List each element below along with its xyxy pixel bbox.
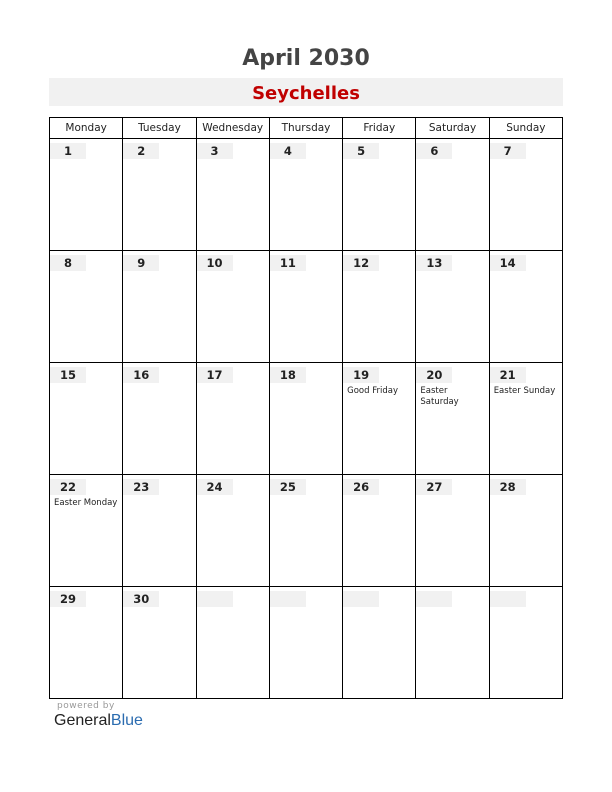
day-cell — [50, 251, 123, 363]
day-cell — [196, 363, 269, 475]
weekday-header-row — [50, 118, 563, 139]
day-cell — [489, 251, 562, 363]
weekday-header: Wednesday — [196, 118, 269, 139]
week-row — [50, 139, 563, 251]
day-cell — [343, 363, 416, 475]
holiday-label: Easter Saturday — [420, 386, 459, 407]
day-cell — [416, 363, 489, 475]
day-number: 14 — [490, 255, 526, 271]
day-cell — [489, 475, 562, 587]
weekday-header: Friday — [343, 118, 416, 139]
weekday-header: Monday — [50, 118, 123, 139]
day-number: 9 — [123, 255, 159, 271]
day-number: 27 — [416, 479, 452, 495]
day-cell — [269, 475, 342, 587]
day-cell — [50, 587, 123, 699]
day-number: 23 — [123, 479, 159, 495]
day-number: 2 — [123, 143, 159, 159]
day-number: 10 — [197, 255, 233, 271]
page-title: April 2030 — [242, 46, 370, 71]
day-cell — [343, 475, 416, 587]
day-cell — [123, 139, 196, 251]
day-number: 17 — [197, 367, 233, 383]
day-number: 3 — [197, 143, 233, 159]
day-cell — [123, 251, 196, 363]
day-number: 30 — [123, 591, 159, 607]
week-row — [50, 251, 563, 363]
country-name: Seychelles — [252, 83, 360, 104]
day-cell — [489, 363, 562, 475]
day-number: 11 — [270, 255, 306, 271]
day-cell — [489, 587, 562, 699]
week-row — [50, 475, 563, 587]
calendar-grid — [49, 117, 563, 699]
day-cell — [343, 251, 416, 363]
powered-by-label: powered by — [57, 701, 115, 711]
day-cell — [196, 139, 269, 251]
day-cell — [196, 587, 269, 699]
holiday-label: Easter Monday — [54, 498, 118, 508]
day-number: 28 — [490, 479, 526, 495]
weekday-header: Tuesday — [123, 118, 196, 139]
week-row — [50, 363, 563, 475]
day-cell — [50, 475, 123, 587]
generalblue-logo[interactable] — [54, 712, 143, 730]
day-number: 20 — [416, 367, 452, 383]
day-number: 24 — [197, 479, 233, 495]
day-number: 6 — [416, 143, 452, 159]
day-cell — [416, 139, 489, 251]
brand-blue: Blue — [110, 712, 143, 729]
holiday-label: Good Friday — [347, 386, 398, 396]
weekday-header: Sunday — [489, 118, 562, 139]
day-cell — [50, 363, 123, 475]
day-cell — [269, 139, 342, 251]
day-cell — [196, 475, 269, 587]
day-cell — [123, 363, 196, 475]
calendar-body — [50, 139, 563, 699]
brand-general: General — [54, 712, 111, 729]
day-number: 25 — [270, 479, 306, 495]
day-number — [343, 591, 379, 607]
day-cell — [269, 587, 342, 699]
day-number — [197, 591, 233, 607]
day-cell — [416, 587, 489, 699]
day-number — [490, 591, 526, 607]
day-cell — [269, 251, 342, 363]
day-number: 26 — [343, 479, 379, 495]
day-cell — [343, 139, 416, 251]
day-number: 15 — [50, 367, 86, 383]
day-number: 1 — [50, 143, 86, 159]
day-number: 13 — [416, 255, 452, 271]
day-cell — [123, 587, 196, 699]
day-cell — [343, 587, 416, 699]
day-number: 29 — [50, 591, 86, 607]
day-number: 5 — [343, 143, 379, 159]
day-number: 18 — [270, 367, 306, 383]
day-number: 16 — [123, 367, 159, 383]
day-number — [270, 591, 306, 607]
day-number — [416, 591, 452, 607]
day-number: 19 — [343, 367, 379, 383]
day-cell — [489, 139, 562, 251]
day-number: 4 — [270, 143, 306, 159]
day-number: 7 — [490, 143, 526, 159]
day-cell — [416, 251, 489, 363]
weekday-header: Thursday — [269, 118, 342, 139]
day-number: 21 — [490, 367, 526, 383]
day-cell — [196, 251, 269, 363]
week-row — [50, 587, 563, 699]
day-cell — [269, 363, 342, 475]
day-cell — [416, 475, 489, 587]
day-number: 12 — [343, 255, 379, 271]
holiday-label: Easter Sunday — [493, 386, 556, 396]
weekday-header: Saturday — [416, 118, 489, 139]
day-cell — [123, 475, 196, 587]
day-cell — [50, 139, 123, 251]
day-number: 8 — [50, 255, 86, 271]
day-number: 22 — [50, 479, 86, 495]
